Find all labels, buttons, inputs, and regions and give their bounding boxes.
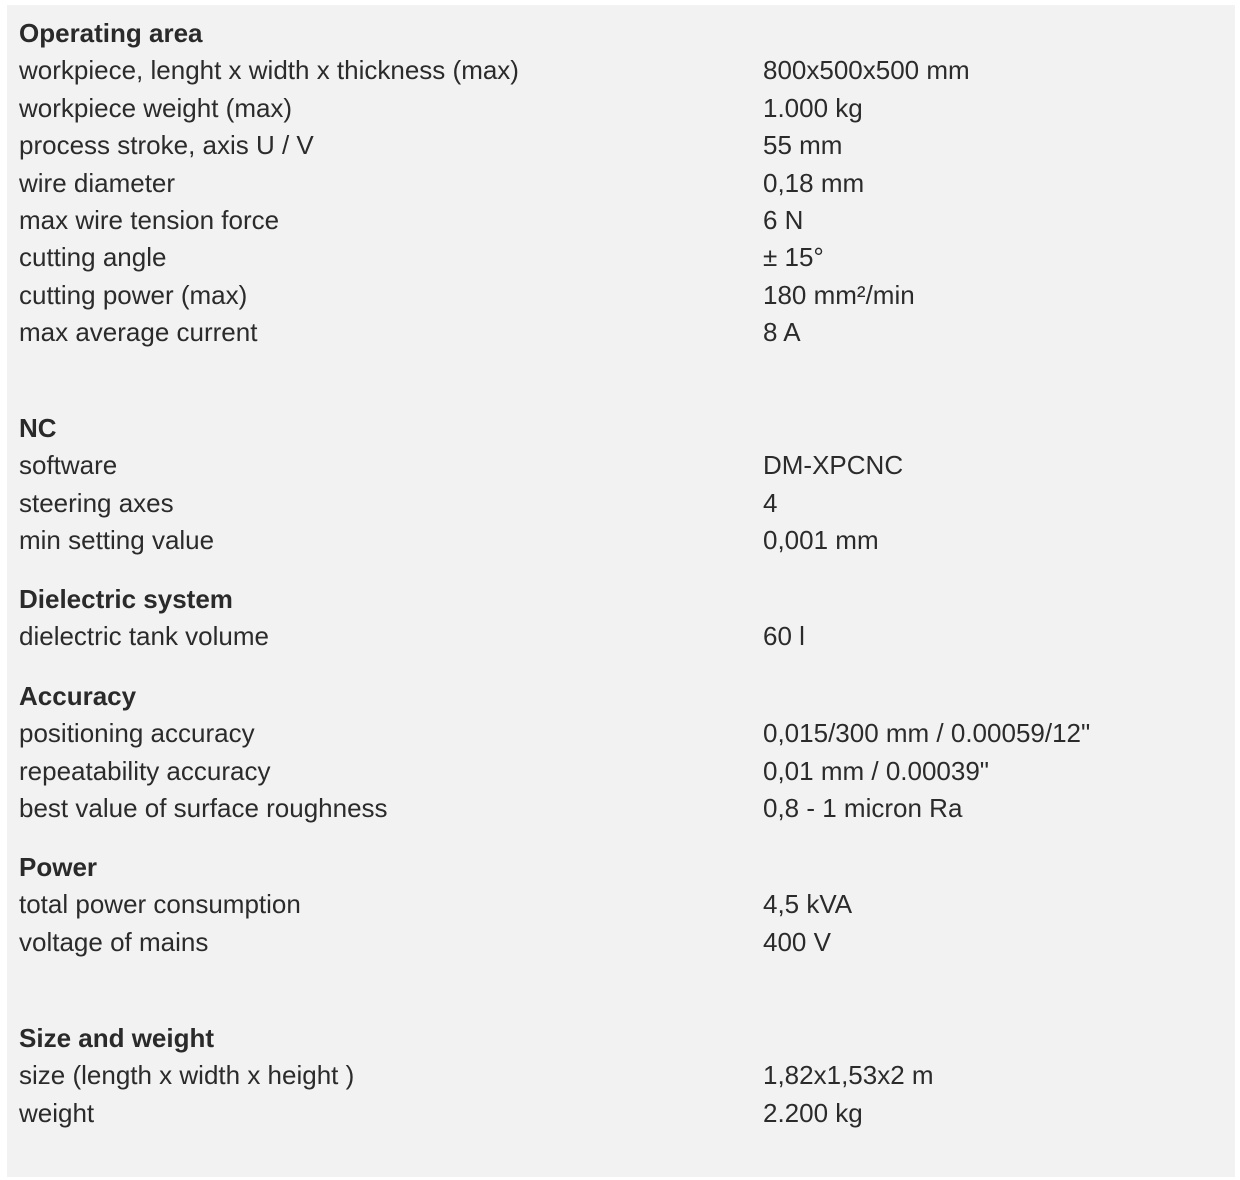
spec-label: weight (19, 1097, 95, 1128)
section-heading: Operating area (19, 18, 203, 48)
section-heading: Accuracy (19, 681, 137, 711)
spec-row (19, 90, 1219, 127)
spec-label: workpiece, lenght x width x thickness (max) (19, 55, 519, 86)
spec-label: min setting value (19, 525, 215, 556)
spec-row (19, 1057, 1219, 1094)
spec-label: size (length x width x height ) (19, 1060, 355, 1091)
spec-value: 0,001 mm (763, 525, 879, 556)
spec-row (19, 314, 1219, 351)
section-heading: Dielectric system (19, 584, 233, 614)
spec-value: 4 (763, 487, 778, 518)
spec-row (19, 52, 1219, 89)
spec-label: voltage of mains (19, 926, 209, 957)
spec-label: dielectric tank volume (19, 621, 269, 652)
spec-panel (7, 5, 1235, 1177)
spec-value: 4,5 kVA (763, 889, 853, 920)
spec-label: software (19, 450, 118, 481)
section-power (19, 849, 1219, 961)
spec-row (19, 618, 1219, 655)
spec-label: max wire tension force (19, 204, 280, 235)
spec-row (19, 1095, 1219, 1132)
spec-value: 0,8 - 1 micron Ra (763, 793, 963, 824)
spec-row (19, 886, 1219, 923)
spec-label: total power consumption (19, 889, 301, 920)
spec-label: process stroke, axis U / V (19, 130, 314, 161)
spec-value: 6 N (763, 204, 804, 235)
spec-value: 1.000 kg (763, 92, 863, 123)
spec-row (19, 239, 1219, 276)
spec-row (19, 753, 1219, 790)
section-heading: Size and weight (19, 1023, 215, 1053)
spec-value: 60 l (763, 621, 805, 652)
section-accuracy (19, 678, 1219, 828)
spec-value: 1,82x1,53x2 m (763, 1060, 934, 1091)
spec-label: wire diameter (19, 167, 176, 198)
spec-row (19, 127, 1219, 164)
spec-value: 0,015/300 mm / 0.00059/12" (763, 718, 1091, 749)
spec-label: workpiece weight (max) (19, 92, 293, 123)
section-nc (19, 410, 1219, 560)
spec-value: DM-XPCNC (763, 450, 904, 481)
spec-value: 8 A (763, 317, 801, 348)
spec-label: cutting angle (19, 242, 167, 273)
spec-label: max average current (19, 317, 258, 348)
spec-row (19, 522, 1219, 559)
spec-value: 0,18 mm (763, 167, 865, 198)
spec-label: best value of surface roughness (19, 793, 388, 824)
spec-value: 2.200 kg (763, 1097, 863, 1128)
spec-label: cutting power (max) (19, 279, 248, 310)
spec-row (19, 790, 1219, 827)
spec-row (19, 277, 1219, 314)
spec-row (19, 715, 1219, 752)
spec-row (19, 485, 1219, 522)
spec-row (19, 924, 1219, 961)
spec-label: repeatability accuracy (19, 755, 271, 786)
spec-row (19, 165, 1219, 202)
section-size-and-weight (19, 1020, 1219, 1132)
spec-row (19, 447, 1219, 484)
section-operating-area (19, 15, 1219, 352)
spec-value: 800x500x500 mm (763, 55, 970, 86)
spec-value: 0,01 mm / 0.00039" (763, 755, 990, 786)
spec-value: 400 V (763, 926, 831, 957)
section-dielectric-system (19, 581, 1219, 656)
spec-label: steering axes (19, 487, 174, 518)
spec-value: 55 mm (763, 130, 843, 161)
section-heading: Power (19, 852, 98, 882)
section-heading: NC (19, 413, 57, 443)
spec-label: positioning accuracy (19, 718, 255, 749)
spec-row (19, 202, 1219, 239)
spec-value: 180 mm²/min (763, 279, 915, 310)
spec-value: ± 15° (763, 242, 824, 273)
